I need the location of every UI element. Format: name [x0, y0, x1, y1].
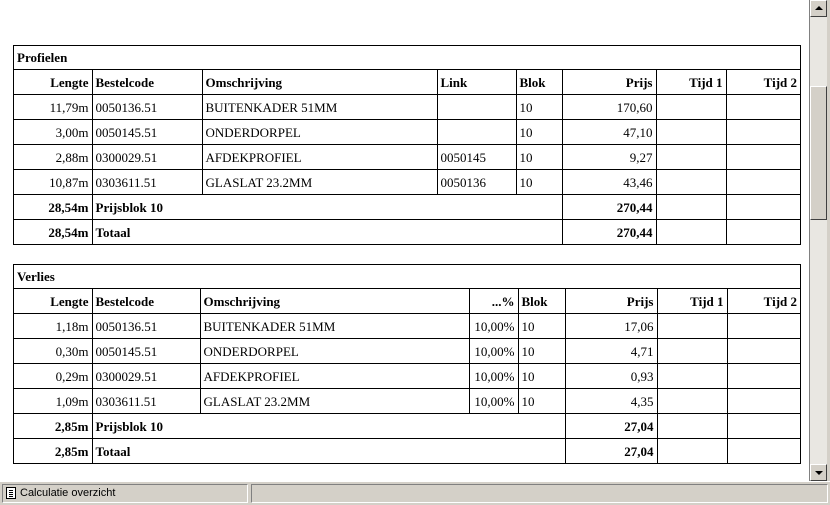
- cell-lengte: 0,29m: [14, 364, 92, 389]
- cell-tijd2: [727, 414, 800, 439]
- cell-prijs: 4,71: [565, 339, 657, 364]
- header-lengte: Lengte: [14, 70, 92, 95]
- cell-bestelcode: 0050145.51: [92, 339, 200, 364]
- cell-tijd2: [727, 439, 800, 464]
- cell-prijs: 9,27: [562, 145, 656, 170]
- subtotal-price: 27,04: [565, 414, 657, 439]
- cell-blok: 10: [518, 364, 565, 389]
- cell-percentage: 10,00%: [469, 314, 518, 339]
- header-tijd2: Tijd 2: [726, 70, 800, 95]
- cell-omschrijving: ONDERDORPEL: [202, 120, 437, 145]
- table-row: [14, 364, 800, 389]
- table-header-row: [14, 70, 800, 95]
- cell-tijd1: [657, 439, 727, 464]
- subtotal-row: [14, 414, 800, 439]
- cell-bestelcode: 0050145.51: [92, 120, 202, 145]
- cell-blok: 10: [518, 389, 565, 414]
- header-tijd1: Tijd 1: [657, 289, 727, 314]
- cell-tijd2: [726, 195, 800, 220]
- cell-tijd2: [727, 339, 800, 364]
- status-text: Calculatie overzicht: [20, 487, 116, 499]
- cell-tijd2: [727, 364, 800, 389]
- cell-bestelcode: 0303611.51: [92, 170, 202, 195]
- cell-lengte: 3,00m: [14, 120, 92, 145]
- cell-link: [437, 95, 516, 120]
- subtotal-label: Prijsblok 10: [92, 195, 562, 220]
- cell-bestelcode: 0303611.51: [92, 389, 200, 414]
- cell-lengte: 11,79m: [14, 95, 92, 120]
- subtotal-row: [14, 195, 800, 220]
- total-price: 27,04: [565, 439, 657, 464]
- total-label: Totaal: [92, 439, 565, 464]
- header-blok: Blok: [516, 70, 562, 95]
- cell-lengte: 10,87m: [14, 170, 92, 195]
- cell-tijd2: [726, 145, 800, 170]
- cell-tijd1: [656, 220, 726, 245]
- table-row: [14, 95, 800, 120]
- cell-blok: 10: [516, 145, 562, 170]
- arrow-down-icon: [815, 471, 823, 475]
- scrollbar-thumb[interactable]: [810, 86, 827, 220]
- total-length: 28,54m: [14, 220, 92, 245]
- header-link: Link: [437, 70, 516, 95]
- cell-bestelcode: 0050136.51: [92, 95, 202, 120]
- total-label: Totaal: [92, 220, 562, 245]
- cell-tijd2: [726, 170, 800, 195]
- cell-omschrijving: AFDEKPROFIEL: [200, 364, 469, 389]
- cell-prijs: 43,46: [562, 170, 656, 195]
- cell-link: 0050145: [437, 145, 516, 170]
- cell-blok: 10: [518, 339, 565, 364]
- cell-lengte: 2,88m: [14, 145, 92, 170]
- subtotal-length: 28,54m: [14, 195, 92, 220]
- header-tijd1: Tijd 1: [656, 70, 726, 95]
- subtotal-label: Prijsblok 10: [92, 414, 565, 439]
- cell-prijs: 47,10: [562, 120, 656, 145]
- cell-tijd1: [657, 339, 727, 364]
- table-row: [14, 145, 800, 170]
- cell-tijd1: [656, 95, 726, 120]
- cell-percentage: 10,00%: [469, 339, 518, 364]
- total-row: [14, 439, 800, 464]
- status-bar: [0, 481, 830, 505]
- cell-bestelcode: 0300029.51: [92, 364, 200, 389]
- cell-blok: 10: [518, 314, 565, 339]
- cut-off-header-text: [14, 0, 131, 6]
- cell-omschrijving: BUITENKADER 51MM: [202, 95, 437, 120]
- total-row: [14, 220, 800, 245]
- table-row: [14, 314, 800, 339]
- profielen-title: Profielen: [14, 46, 800, 70]
- cell-tijd1: [656, 170, 726, 195]
- cell-tijd2: [726, 95, 800, 120]
- status-panel-main: [2, 484, 248, 503]
- header-omschrijving: Omschrijving: [200, 289, 469, 314]
- cell-blok: 10: [516, 95, 562, 120]
- cell-bestelcode: 0050136.51: [92, 314, 200, 339]
- cell-omschrijving: AFDEKPROFIEL: [202, 145, 437, 170]
- cell-tijd1: [657, 364, 727, 389]
- profielen-table: [14, 70, 800, 244]
- status-panel-secondary: [251, 484, 828, 503]
- verlies-table: [14, 289, 800, 463]
- cell-tijd1: [657, 389, 727, 414]
- header-prijs: Prijs: [562, 70, 656, 95]
- cell-omschrijving: ONDERDORPEL: [200, 339, 469, 364]
- table-row: [14, 339, 800, 364]
- cell-omschrijving: BUITENKADER 51MM: [200, 314, 469, 339]
- cell-link: 0050136: [437, 170, 516, 195]
- cell-tijd2: [727, 314, 800, 339]
- total-length: 2,85m: [14, 439, 92, 464]
- cell-tijd1: [657, 314, 727, 339]
- cell-blok: 10: [516, 170, 562, 195]
- table-row: [14, 389, 800, 414]
- cell-omschrijving: GLASLAT 23.2MM: [202, 170, 437, 195]
- cell-percentage: 10,00%: [469, 389, 518, 414]
- vertical-scrollbar[interactable]: [810, 0, 827, 481]
- header-tijd2: Tijd 2: [727, 289, 800, 314]
- arrow-up-icon: [815, 6, 823, 10]
- header-lengte: Lengte: [14, 289, 92, 314]
- cell-prijs: 4,35: [565, 389, 657, 414]
- cell-blok: 10: [516, 120, 562, 145]
- header-omschrijving: Omschrijving: [202, 70, 437, 95]
- table-header-row: [14, 289, 800, 314]
- verlies-section: [13, 264, 801, 464]
- total-price: 270,44: [562, 220, 656, 245]
- header-percentage: ...%: [469, 289, 518, 314]
- cell-omschrijving: GLASLAT 23.2MM: [200, 389, 469, 414]
- header-blok: Blok: [518, 289, 565, 314]
- subtotal-length: 2,85m: [14, 414, 92, 439]
- cell-prijs: 0,93: [565, 364, 657, 389]
- cell-tijd2: [726, 120, 800, 145]
- cell-tijd1: [657, 414, 727, 439]
- cell-lengte: 0,30m: [14, 339, 92, 364]
- cell-tijd1: [656, 120, 726, 145]
- scroll-down-button[interactable]: [810, 464, 827, 481]
- cell-link: [437, 120, 516, 145]
- subtotal-price: 270,44: [562, 195, 656, 220]
- cell-tijd2: [726, 220, 800, 245]
- header-prijs: Prijs: [565, 289, 657, 314]
- cell-prijs: 170,60: [562, 95, 656, 120]
- document-icon: [6, 487, 16, 499]
- cell-lengte: 1,18m: [14, 314, 92, 339]
- cell-bestelcode: 0300029.51: [92, 145, 202, 170]
- cell-tijd1: [656, 195, 726, 220]
- header-bestelcode: Bestelcode: [92, 289, 200, 314]
- cell-lengte: 1,09m: [14, 389, 92, 414]
- cell-tijd1: [656, 145, 726, 170]
- cell-tijd2: [727, 389, 800, 414]
- cell-prijs: 17,06: [565, 314, 657, 339]
- verlies-title: Verlies: [14, 265, 800, 289]
- table-row: [14, 120, 800, 145]
- profielen-section: [13, 45, 801, 245]
- header-bestelcode: Bestelcode: [92, 70, 202, 95]
- cell-percentage: 10,00%: [469, 364, 518, 389]
- table-row: [14, 170, 800, 195]
- scroll-up-button[interactable]: [810, 0, 827, 17]
